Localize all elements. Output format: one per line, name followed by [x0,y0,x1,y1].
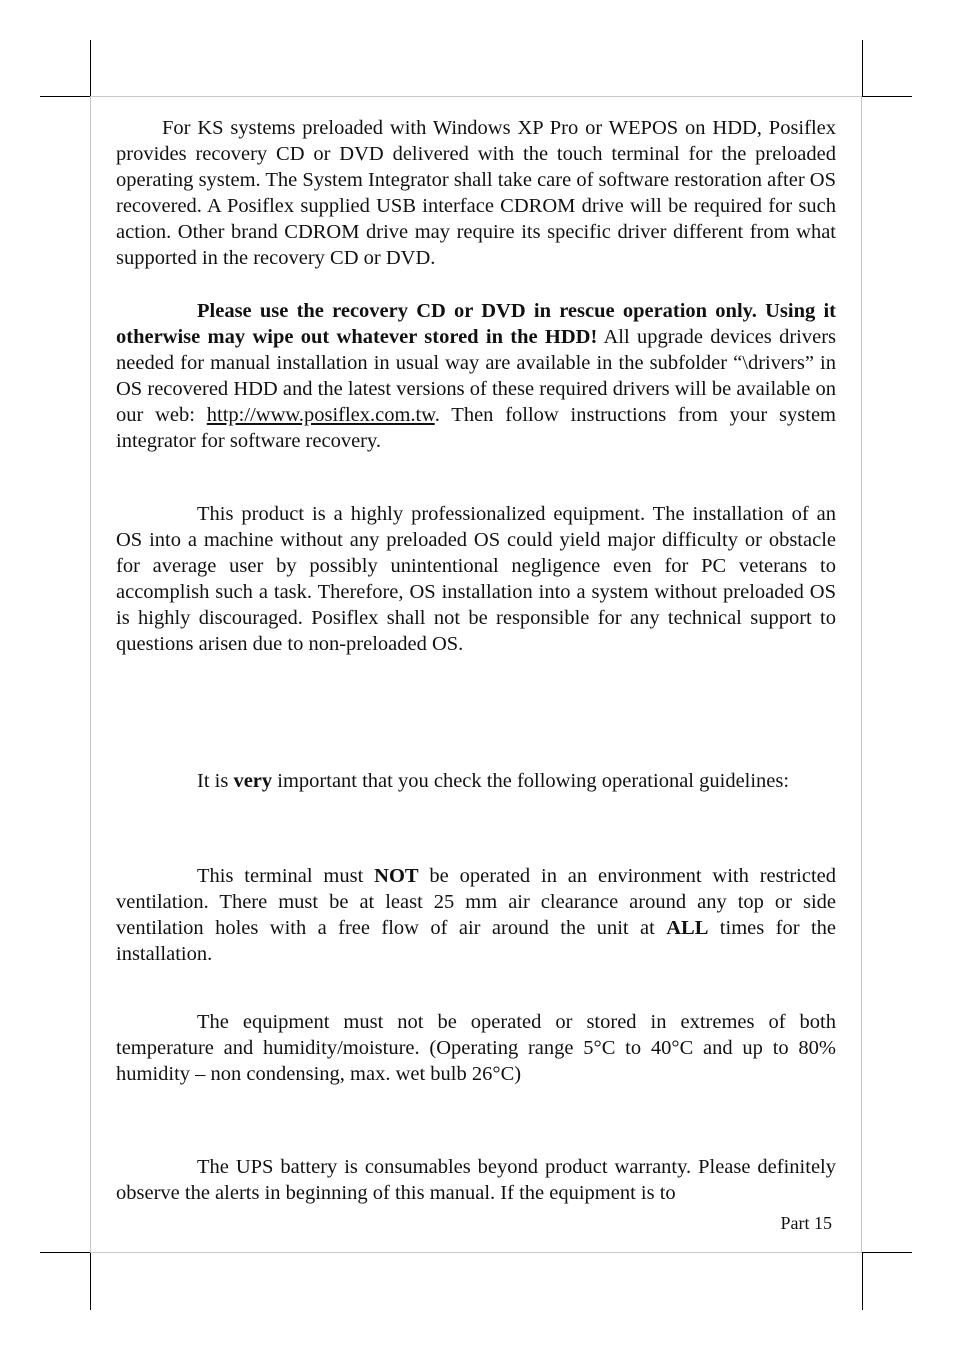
crop-mark-top-right-vertical [862,40,863,96]
paragraph-guidelines-intro [116,768,836,794]
guidelines-text-a: It is [197,770,234,792]
recovery-warning-bold: Please use the recovery CD or DVD in rescue operation only. Using it otherwise may wipe out whatever stored in the HDD! [116,300,836,349]
page-footer: Part 15 [780,1213,832,1233]
recovery-cd-text: For KS systems preloaded with Windows XP Pro or WEPOS on HDD, Posiflex provides recovery CD or DVD delivered with the touch terminal for the preloaded operating system. The System Integrator shall take care of software restoration after OS recovered. A Posiflex supplied USB interface CDROM drive will be required for such action. Other brand CDROM drive may require its specific driver different from what supported in the recovery CD or DVD. [116,117,836,270]
crop-mark-bottom-left-vertical [90,1253,91,1310]
paragraph-ventilation [116,863,836,967]
crop-mark-bottom-right-horizontal [862,1252,912,1253]
ventilation-bold-all: ALL [666,917,709,940]
drivers-text: All upgrade devices drivers needed for manual installation in usual way are available in the subfolder “\drivers” in OS recovered HDD and the latest versions of these required drivers will be available on our web: [116,326,836,427]
crop-mark-top-left-horizontal [40,96,90,97]
paragraph-non-preloaded-os [116,501,836,658]
drivers-text-end: . Then follow instructions from your system integrator for software recovery. [116,404,836,453]
ups-battery-text: The UPS battery is consumables beyond product warranty. Please definitely observe the alerts in beginning of this manual. If the equipment is to [116,1156,836,1205]
paragraph-recovery-cd [116,115,836,272]
ventilation-bold-not: NOT [374,865,419,887]
guidelines-bold-very: very [233,770,273,792]
non-preloaded-os-text: This product is a highly professionalized equipment. The installation of an OS into a machine without any preloaded OS could yield major difficulty or obstacle for average user by possibly unintentional negligence even for PC veterans to accomplish such a task. Therefore, OS installation into a system without preloaded OS is highly discouraged. Posiflex shall not be responsible for any technical support to questions arisen due to non-preloaded OS. [116,503,836,656]
ventilation-text-a: This terminal must [197,865,375,887]
ventilation-text-c: times for the installation. [116,917,836,966]
posiflex-website-link[interactable]: http://www.posiflex.com.tw [206,404,435,427]
paragraph-ups-battery [116,1154,836,1206]
crop-mark-top-left-vertical [90,40,91,96]
crop-mark-bottom-left-horizontal [40,1252,90,1253]
paragraph-environment [116,1009,836,1087]
paragraph-recovery-warning [116,298,836,455]
ventilation-text-b: be operated in an environment with restricted ventilation. There must be at least 25 mm air clearance around any top or side ventilation holes with a free flow of air around the unit at [116,865,836,940]
crop-mark-bottom-right-vertical [862,1253,863,1310]
crop-mark-top-right-horizontal [862,96,912,97]
guidelines-text-b: important that you check the following operational guidelines: [272,770,790,792]
environment-text: The equipment must not be operated or stored in extremes of both temperature and humidity/moisture. (Operating range 5°C to 40°C and up to 80% humidity – non condensing, max. wet bulb 26°C) [116,1011,836,1086]
